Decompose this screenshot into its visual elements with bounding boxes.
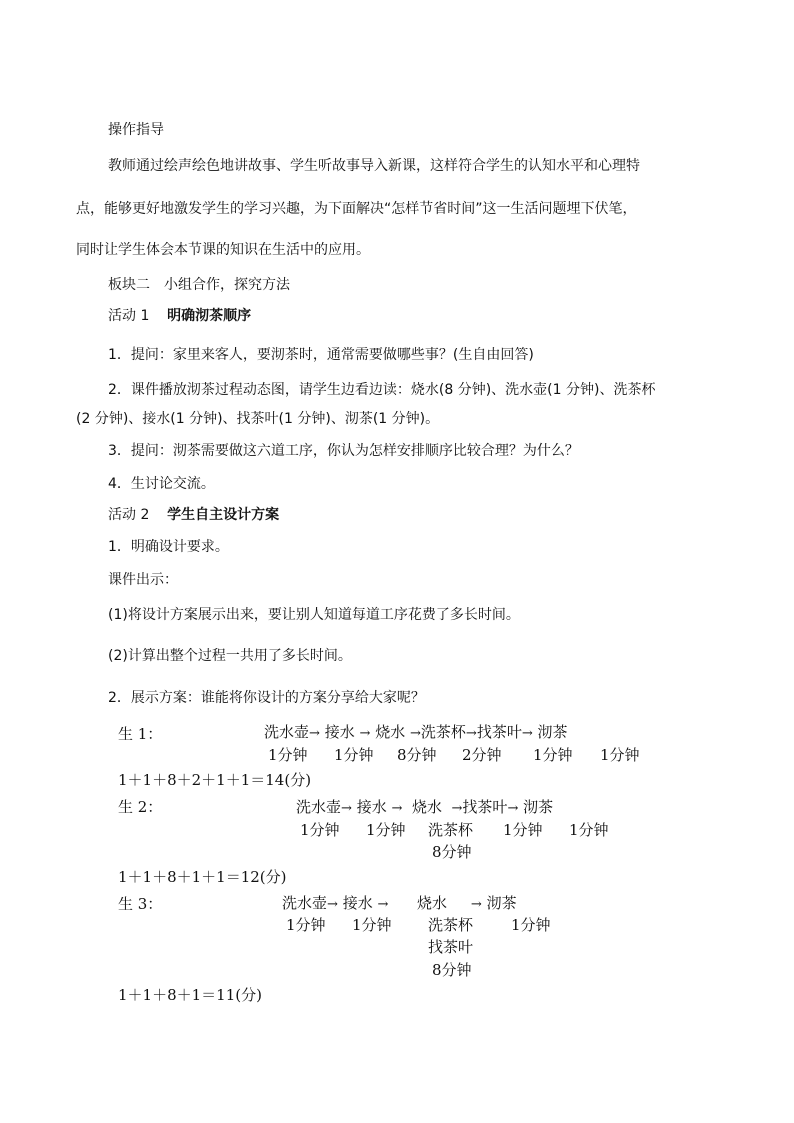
plan-1-time: 2分钟	[462, 746, 502, 764]
plan-3-task: 沏茶	[486, 894, 517, 912]
plan-1-time: 1分钟	[334, 746, 374, 764]
intro-line-2: 点，能够更好地激发学生的学习兴趣，为下面解决“怎样节省时间”这一生活问题埋下伏笔，	[76, 201, 637, 217]
activity-1-text: 明确沏茶顺序	[167, 308, 252, 324]
activity-1-label: 活动 1	[108, 308, 150, 324]
arrow-icon: →	[391, 801, 403, 816]
block-two-title: 板块二 小组合作，探究方法	[108, 277, 290, 293]
intro-line-1: 教师通过绘声绘色地讲故事、学生听故事导入新课，这样符合学生的认知水平和心理特	[108, 158, 640, 174]
plan-1-time: 1分钟	[268, 746, 308, 764]
plan-1-task: 沏茶	[537, 723, 568, 741]
arrow-icon: →	[327, 897, 338, 912]
plan-1-task: 洗水壶	[264, 723, 310, 741]
plan-1-time: 1分钟	[600, 746, 640, 764]
plan-1-task: 洗茶杯	[420, 723, 466, 741]
plan-2-time: 1分钟	[569, 821, 609, 839]
plan-2-time: 1分钟	[503, 821, 543, 839]
plan-1-task: 烧水	[375, 723, 406, 741]
plan-2-time: 1分钟	[366, 821, 406, 839]
arrow-icon: →	[409, 726, 421, 741]
plan-2-task: 找茶叶	[462, 798, 508, 816]
activity-1-title	[108, 306, 251, 326]
arrow-icon: →	[470, 897, 482, 912]
plan-1-time: 8分钟	[397, 746, 437, 764]
plan-2-time: 洗茶杯	[428, 821, 474, 839]
plan-3-time: 1分钟	[511, 916, 551, 934]
plan-2-label: 生 2：	[118, 798, 163, 816]
arrow-icon: →	[341, 801, 352, 816]
plan-3-time: 1分钟	[352, 916, 392, 934]
plan-2-task: 洗水壶	[296, 798, 342, 816]
plan-1-formula: 1＋1＋8＋2＋1＋1＝14(分)	[118, 771, 312, 789]
arrow-icon: →	[507, 801, 519, 816]
activity-2-step-1: 1．明确设计要求。	[108, 539, 229, 555]
activity-2-text: 学生自主设计方案	[167, 507, 280, 523]
plan-3-task: 接水	[342, 894, 373, 912]
activity-1-step-2-line-2: (2 分钟)、接水(1 分钟)、找茶叶(1 分钟)、沏茶(1 分钟)。	[76, 411, 440, 427]
plan-3-label: 生 3：	[118, 895, 163, 913]
plan-3-extra-time: 8分钟	[432, 961, 472, 979]
plan-1-time: 1分钟	[533, 746, 573, 764]
intro-line-3: 同时让学生体会本节课的知识在生活中的应用。	[76, 242, 370, 258]
plan-2-task: 烧水	[411, 798, 442, 816]
plan-2-time: 1分钟	[300, 821, 340, 839]
activity-2-step-2: 2．展示方案：谁能将你设计的方案分享给大家呢？	[108, 690, 425, 706]
plan-2-extra: 8分钟	[432, 843, 472, 861]
arrow-icon: →	[377, 897, 389, 912]
requirement-1: (1)将设计方案展示出来，要让别人知道每道工序花费了多长时间。	[108, 607, 520, 623]
arrow-icon: →	[521, 726, 533, 741]
arrow-icon: →	[359, 726, 371, 741]
plan-3-time: 洗茶杯	[428, 916, 474, 934]
plan-3-task: 洗水壶	[282, 894, 328, 912]
activity-2-title	[108, 505, 279, 525]
activity-1-step-4: 4．生讨论交流。	[108, 476, 215, 492]
plan-3-extra-task: 找茶叶	[428, 938, 474, 956]
plan-2-task: 接水	[356, 798, 387, 816]
activity-1-step-3: 3．提问：沏茶需要做这六道工序，你认为怎样安排顺序比较合理？为什么？	[108, 443, 579, 459]
requirement-2: (2)计算出整个过程一共用了多长时间。	[108, 648, 352, 664]
plan-1-label: 生 1：	[118, 725, 163, 743]
plan-3-task: 烧水	[417, 894, 448, 912]
plan-2-task-row	[296, 797, 553, 819]
heading: 操作指导	[108, 122, 164, 138]
activity-2-label: 活动 2	[108, 507, 150, 523]
arrow-icon: →	[309, 726, 320, 741]
courseware-label: 课件出示：	[108, 572, 178, 588]
activity-1-step-2-line-1: 2．课件播放沏茶过程动态图，请学生边看边读：烧水(8 分钟)、洗水壶(1 分钟)、洗茶杯	[108, 382, 656, 398]
plan-2-task: 沏茶	[523, 798, 554, 816]
plan-1-task: 找茶叶	[476, 723, 522, 741]
plan-1-task: 接水	[324, 723, 355, 741]
activity-1-step-1: 1．提问：家里来客人，要沏茶时，通常需要做哪些事？(生自由回答)	[108, 347, 534, 363]
plan-2-formula: 1＋1＋8＋1＋1＝12(分)	[118, 868, 287, 886]
arrow-icon: →	[451, 801, 463, 816]
plan-1-task-row	[264, 722, 568, 744]
plan-3-time: 1分钟	[286, 916, 326, 934]
plan-3-formula: 1＋1＋8＋1＝11(分)	[118, 986, 262, 1004]
plan-3-task-row	[282, 893, 517, 915]
arrow-icon: →	[465, 726, 477, 741]
